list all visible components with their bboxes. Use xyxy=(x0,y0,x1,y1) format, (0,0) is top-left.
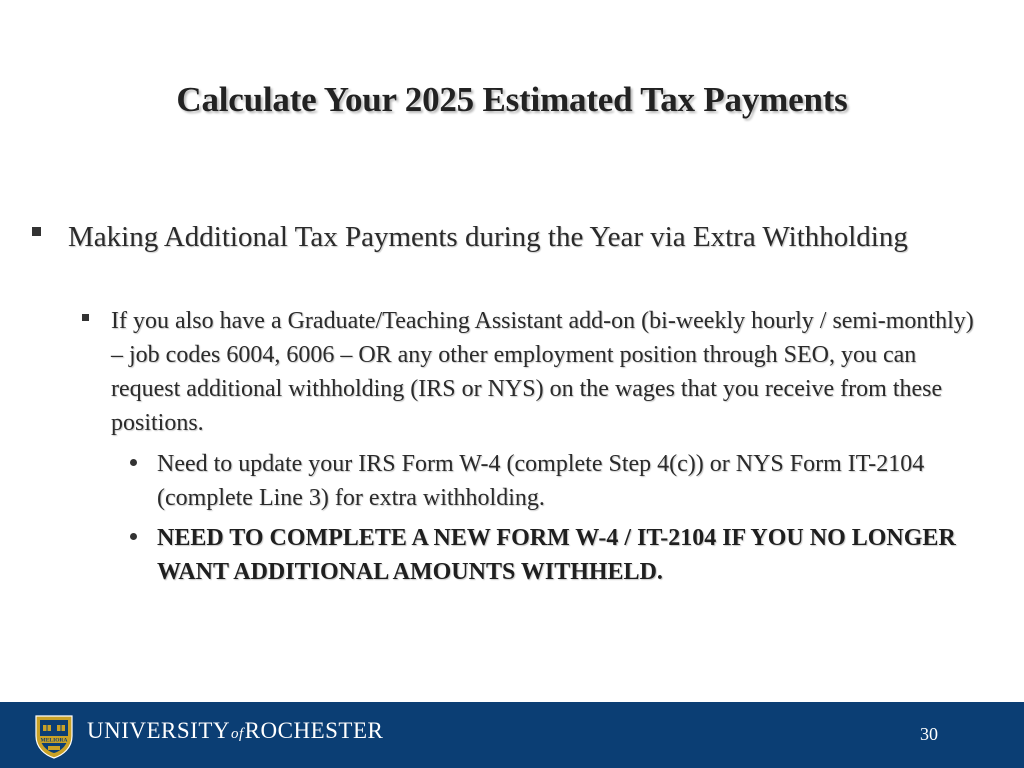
square-bullet-icon xyxy=(82,314,89,321)
wordmark-rochester: ROCHESTER xyxy=(244,718,384,743)
bullet-level-3-text-bold: NEED TO COMPLETE A NEW FORM W-4 / IT-2104 IF YOU NO LONGER WANT ADDITIONAL AMOUNTS WITHHELD. xyxy=(157,525,956,585)
university-wordmark xyxy=(87,718,383,744)
bullet-level-1-text: Making Additional Tax Payments during the Year via Extra Withholding xyxy=(68,221,908,253)
page-number: 30 xyxy=(920,724,938,744)
bullet-level-3-text: Need to update your IRS Form W-4 (complete Step 4(c)) or NYS Form IT-2104 (complete Line 3) for extra withholding. xyxy=(157,451,925,511)
university-crest-icon xyxy=(30,712,78,760)
round-bullet-icon xyxy=(130,459,137,466)
round-bullet-icon xyxy=(130,533,137,540)
footer-bar xyxy=(0,702,1024,768)
crest-motto: MELIORA xyxy=(40,737,68,744)
wordmark-university: UNIVERSITY xyxy=(87,718,230,743)
square-bullet-icon xyxy=(32,227,41,236)
wordmark-of: of xyxy=(231,726,244,742)
bullet-level-2-text: If you also have a Graduate/Teaching Assistant add-on (bi-weekly hourly / semi-monthly) – job codes 6004, 6006 – OR any other employment position through SEO, you can request additional withholding (IRS or NYS) on the wages that you receive from these positions. xyxy=(111,308,974,436)
slide-title: Calculate Your 2025 Estimated Tax Payments xyxy=(176,80,848,119)
